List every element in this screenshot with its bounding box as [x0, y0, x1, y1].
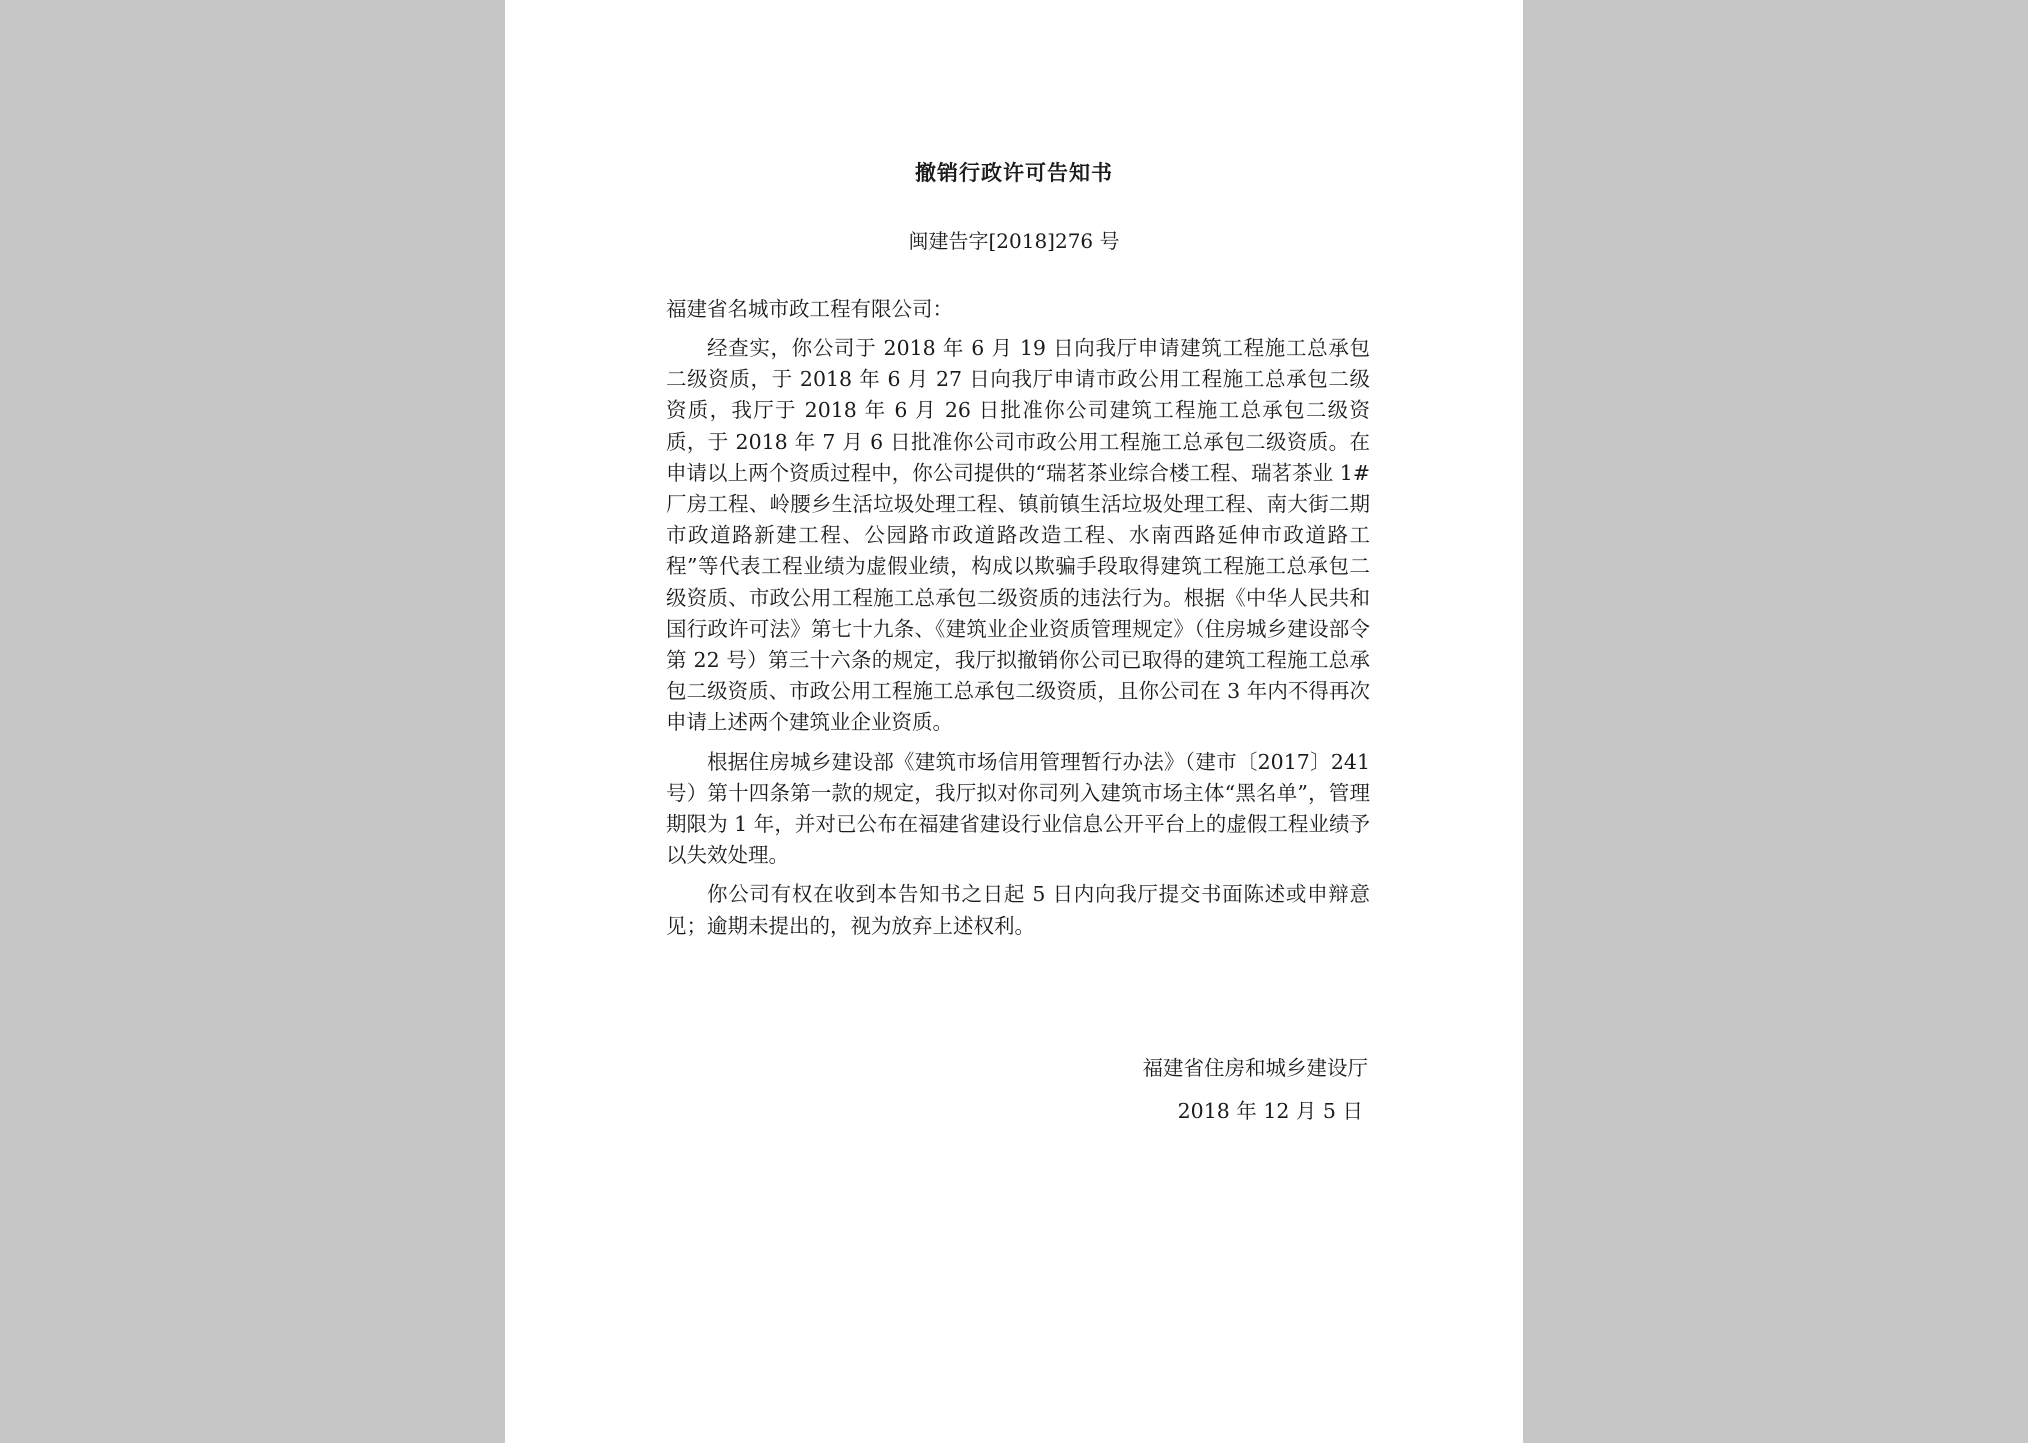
document-page: [505, 0, 1523, 1443]
document-body: [666, 333, 1370, 950]
signature-date: 2018 年 12 月 5 日: [1177, 1099, 1363, 1123]
body-paragraph: 根据住房城乡建设部《建筑市场信用管理暂行办法》（建市〔2017〕241 号）第十四条第一款的规定，我厅拟对你司列入建筑市场主体“黑名单”，管理期限为 1 年，并对已公布在福建省建设行业信息公开平台上的虚假工程业绩予以失效处理。: [666, 749, 1370, 868]
addressee: 福建省名城市政工程有限公司：: [666, 297, 953, 321]
body-paragraph: 经查实，你公司于 2018 年 6 月 19 日向我厅申请建筑工程施工总承包二级资质，于 2018 年 6 月 27 日向我厅申请市政公用工程施工总承包二级资质，我厅于 2018 年 6 月 26 日批准你公司建筑工程施工总承包二级资质，于 2018 年 7 月 6 日批准你公司市政公用工程施工总承包二级资质。在申请以上两个资质过程中，你公司提供的“瑞茗茶业综合楼工程、瑞茗茶业 1#厂房工程、岭腰乡生活垃圾处理工程、镇前镇生活垃圾处理工程、南大街二期市政道路新建工程、公园路市政道路改造工程、水南西路延伸市政道路工程”等代表工程业绩为虚假业绩，构成以欺骗手段取得建筑工程施工总承包二级资质、市政公用工程施工总承包二级资质的违法行为。根据《中华人民共和国行政许可法》第七十九条、《建筑业企业资质管理规定》（住房城乡建设部令第 22 号）第三十六条的规定，我厅拟撤销你公司已取得的建筑工程施工总承包二级资质、市政公用工程施工总承包二级资质，且你公司在 3 年内不得再次申请上述两个建筑业企业资质。: [666, 336, 1370, 735]
document-number: 闽建告字[2018]276 号: [908, 229, 1120, 253]
signature-organization: 福建省住房和城乡建设厅: [1142, 1056, 1368, 1080]
body-paragraph: 你公司有权在收到本告知书之日起 5 日内向我厅提交书面陈述或申辩意见；逾期未提出的，视为放弃上述权利。: [666, 882, 1370, 938]
document-title: 撤销行政许可告知书: [915, 160, 1113, 185]
